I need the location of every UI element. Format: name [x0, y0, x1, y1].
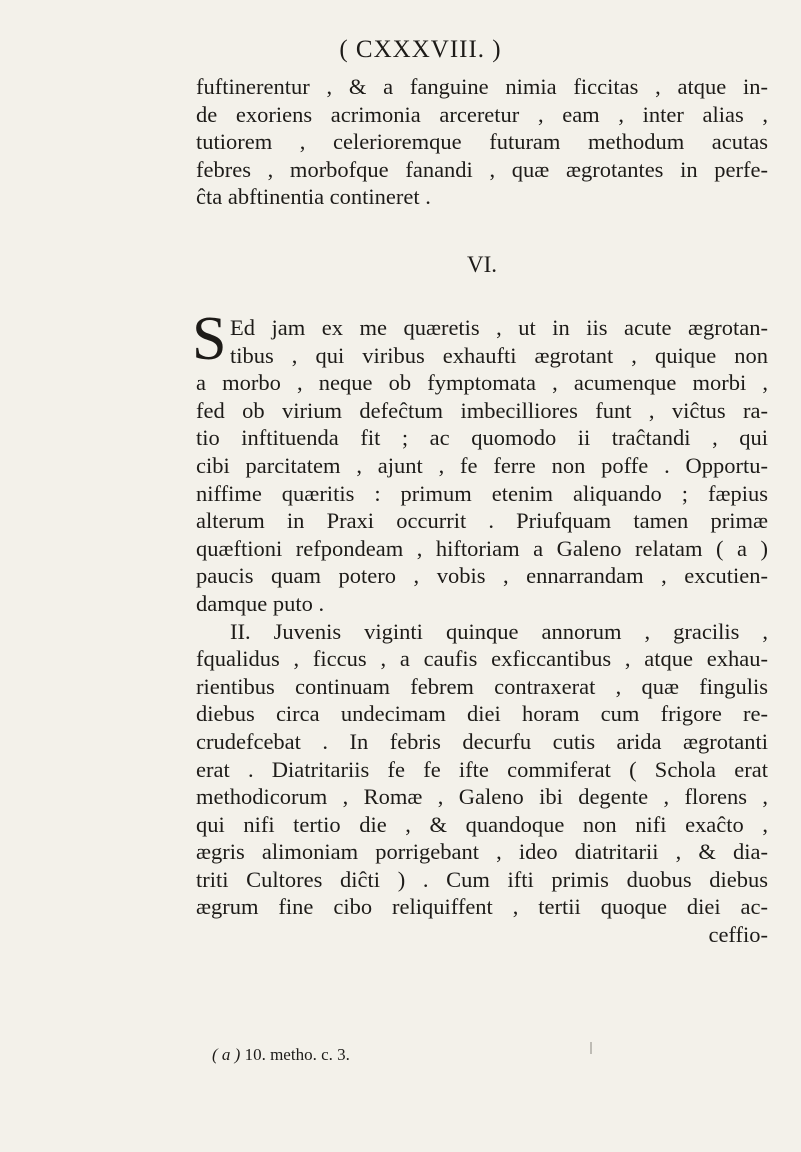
text-line: quæftioni refpondeam , hiftoriam a Galeno relatam ( a ) — [196, 535, 768, 561]
text-line: ægrum fine cibo reliquiffent , tertii quoque diei ac- — [196, 894, 768, 920]
text-line: de exoriens acrimonia arceretur , eam , inter alias , — [196, 101, 768, 127]
footnote-marker: ( a ) — [212, 1045, 241, 1064]
text-line: niffime quæritis : primum etenim aliquando ; fæpius — [196, 480, 768, 506]
text-line: methodicorum , Romæ , Galeno ibi degente , florens , — [196, 784, 768, 810]
footnote — [212, 1045, 350, 1065]
running-head: ( CXXXVIII. ) — [339, 36, 502, 63]
text-line: qui nifi tertio die , & quandoque non nifi exaĉto , — [196, 811, 768, 837]
text-line: rientibus continuam febrem contraxerat , quæ fingulis — [196, 673, 768, 699]
text-line: erat . Diatritariis fe fe ifte commiferat ( Schola erat — [196, 756, 768, 782]
text-line: fed ob virium defeĉtum imbecilliores funt , viĉtus ra- — [196, 397, 768, 423]
text-line: a morbo , neque ob fymptomata , acumenque morbi , — [196, 370, 768, 396]
text-line: II. Juvenis viginti quinque annorum , gracilis , — [230, 618, 768, 644]
paragraph-top — [196, 73, 768, 211]
drop-cap: S — [192, 305, 227, 373]
section-number: VI. — [466, 252, 498, 277]
footnote-text: 10. metho. c. 3. — [244, 1045, 350, 1064]
paragraph-main — [196, 314, 768, 949]
text-line: fqualidus , ficcus , a caufis exficcantibus , atque exhau- — [196, 646, 768, 672]
text-line: crudefcebat . In febris decurfu cutis arida ægrotanti — [196, 728, 768, 754]
text-line: tibus , qui viribus exhaufti ægrotant , quique non — [230, 342, 768, 368]
text-line: tio inftituenda fit ; ac quomodo ii traĉtandi , qui — [196, 425, 768, 451]
text-line: ĉta abftinentia contineret . — [196, 184, 431, 210]
text-line: ægris alimoniam porrigebant , ideo diatritarii , & dia- — [196, 839, 768, 865]
text-line: Ed jam ex me quæretis , ut in iis acute ægrotan- — [230, 315, 768, 340]
text-line: tutiorem , celerioremque futuram methodum acutas — [196, 129, 768, 155]
text-line: damque puto . — [196, 590, 325, 616]
text-line: cibi parcitatem , ajunt , fe ferre non poffe . Opportu- — [196, 452, 768, 478]
text-line: alterum in Praxi occurrit . Priufquam tamen primæ — [196, 508, 768, 534]
text-line: febres , morbofque fanandi , quæ ægrotantes in perfe- — [196, 156, 768, 182]
text-line: triti Cultores diĉti ) . Cum ifti primis duobus diebus — [196, 866, 768, 892]
text-line: paucis quam potero , vobis , ennarrandam , excutien- — [196, 563, 768, 589]
print-mark — [590, 1042, 592, 1054]
catchword: ceffio- — [708, 922, 768, 948]
text-line: diebus circa undecimam diei horam cum frigore re- — [196, 701, 768, 727]
text-line: fuftinerentur , & a fanguine nimia ficcitas , atque in- — [196, 74, 768, 99]
